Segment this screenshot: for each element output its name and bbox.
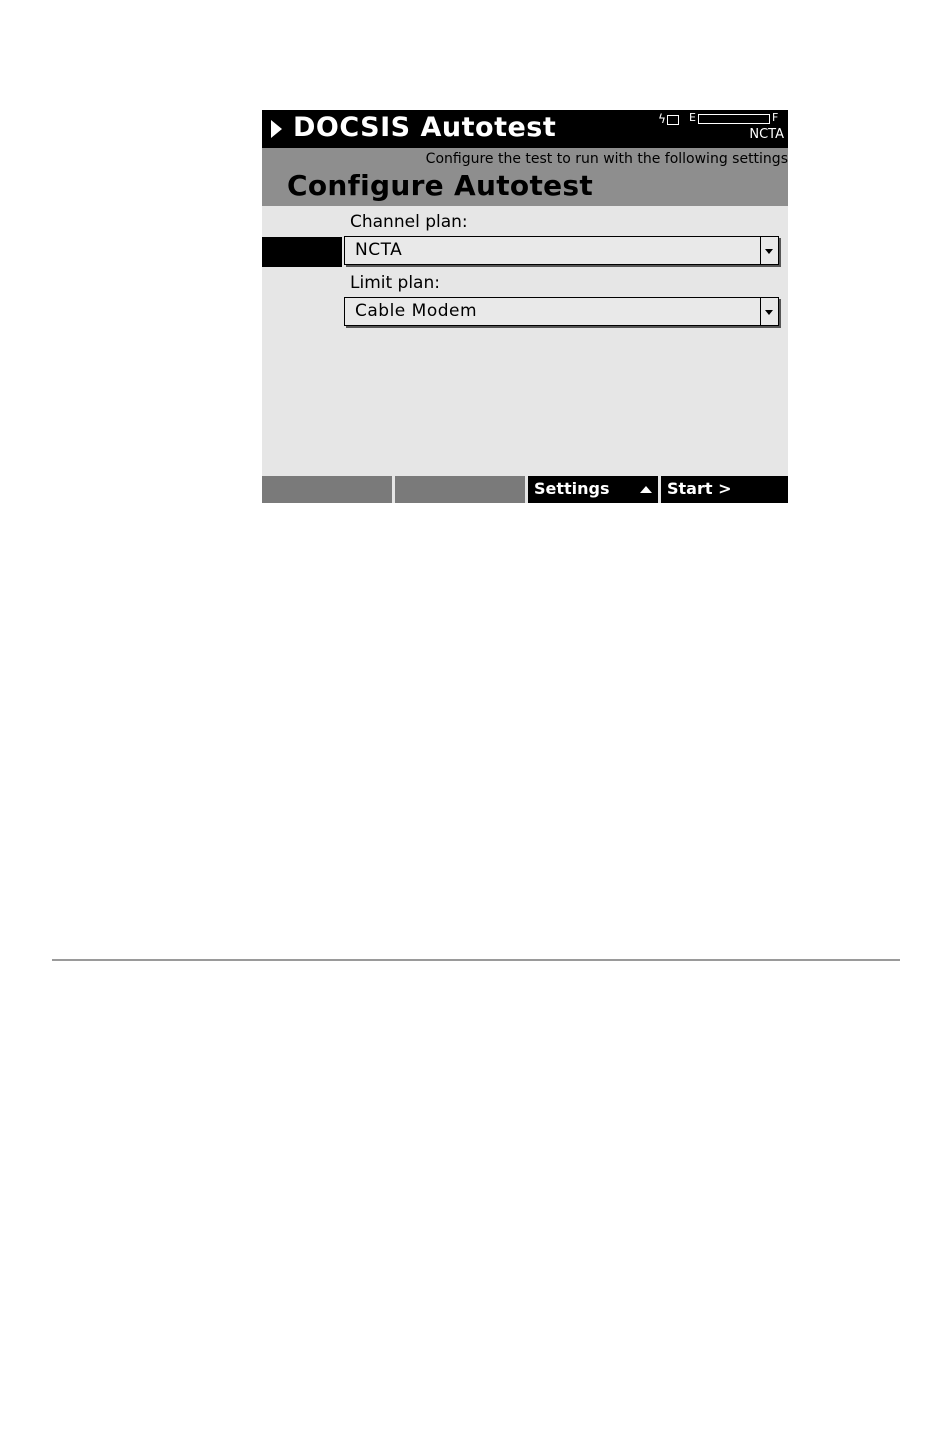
softkey-bar: [262, 476, 788, 503]
limit-plan-dropdown-button[interactable]: [760, 298, 778, 325]
fuel-full-label: F: [772, 111, 779, 124]
channel-plan-label: Channel plan:: [350, 212, 468, 232]
channel-plan-dropdown[interactable]: [344, 236, 779, 265]
page-title: Configure Autotest: [287, 169, 594, 202]
header-band: [262, 148, 788, 206]
start-softkey-label: Start >: [667, 479, 732, 498]
plug-icon: ϟ: [658, 112, 666, 126]
softkey-1[interactable]: [262, 476, 392, 503]
chevron-down-icon: [765, 310, 773, 315]
status-area: [654, 112, 786, 146]
title-arrow-icon: [271, 120, 282, 138]
settings-softkey[interactable]: [528, 476, 658, 503]
limit-plan-dropdown[interactable]: [344, 297, 779, 326]
title-bar: [262, 110, 788, 148]
page-subtitle: Configure the test to run with the following settings: [425, 151, 788, 167]
status-channel-plan: NCTA: [749, 127, 784, 142]
fuel-gauge: [698, 114, 770, 124]
channel-plan-value: NCTA: [355, 240, 403, 260]
chevron-up-icon: [640, 486, 652, 493]
chevron-down-icon: [765, 249, 773, 254]
app-title: DOCSIS Autotest: [293, 112, 557, 143]
limit-plan-label: Limit plan:: [350, 273, 440, 293]
device-screen: [262, 110, 788, 503]
page-divider: [52, 959, 900, 961]
settings-softkey-label: Settings: [534, 479, 610, 498]
fuel-empty-label: E: [689, 111, 696, 124]
status-icons: [658, 112, 679, 126]
start-softkey[interactable]: [661, 476, 788, 503]
channel-plan-dropdown-button[interactable]: [760, 237, 778, 264]
focus-marker: [262, 237, 342, 267]
limit-plan-value: Cable Modem: [355, 301, 478, 321]
softkey-2[interactable]: [395, 476, 525, 503]
battery-box-icon: [667, 115, 679, 125]
